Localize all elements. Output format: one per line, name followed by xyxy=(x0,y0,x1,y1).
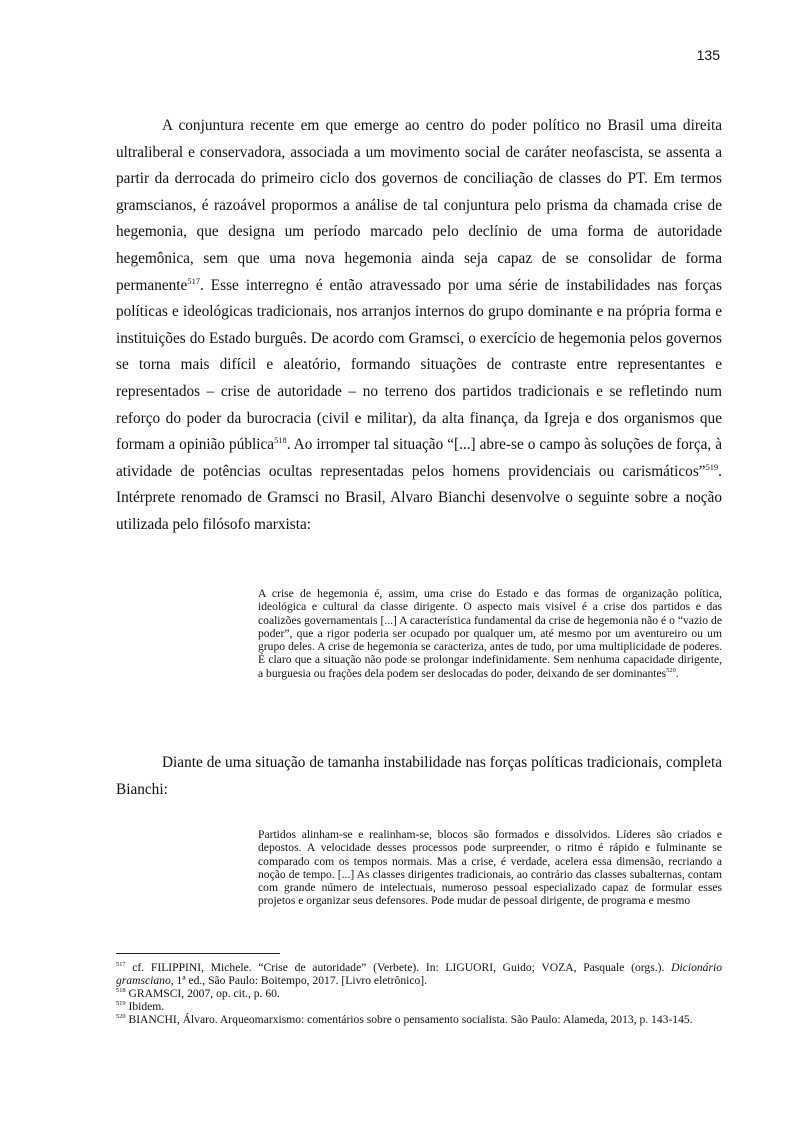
footnote-title: Dicionário gramsciano xyxy=(116,961,722,987)
footnote-number: 520 xyxy=(116,1012,126,1020)
footnote-ref-517[interactable]: 517 xyxy=(187,276,200,286)
footnote-text: BIANCHI, Álvaro. Arqueomarxismo: comentários sobre o pensamento socialista. São Paulo: Alameda, 2013, p. 143-145. xyxy=(125,1012,693,1026)
block-quote-1 xyxy=(258,587,722,680)
footnote-number: 517 xyxy=(116,961,126,969)
paragraph-text: . Esse interregno é então atravessado por uma série de instabilidades nas forças políticas e ideológicas tradicionais, nos arranjos internos do grupo dominante e na própria forma e instituições do Estado burguês. De acordo com Gramsci, o exercício de hegemonia pelos governos se torna mais difícil e aleatório, formando situações de contraste entre representantes e representados – crise de autoridade – no terreno dos partidos tradicionais e se refletindo num reforço do poder da burocracia (civil e militar), da alta finança, da Igreja e dos organismos que formam a opinião pública xyxy=(116,276,722,454)
paragraph-text: A conjuntura recente em que emerge ao centro do poder político no Brasil uma direita ultraliberal e conservadora, associada a um movimento social de caráter neofascista, se assenta a partir da derrocada do primeiro ciclo dos governos de conciliação de classes do PT. Em termos gramscianos, é razoável propormos a análise de tal conjuntura pelo prisma da chamada crise de hegemonia, que designa um período marcado pelo declínio de uma forma de autoridade hegemônica, sem que uma nova hegemonia ainda seja capaz de se consolidar de forma permanente xyxy=(116,117,722,294)
footnote-518 xyxy=(116,988,722,1001)
footnote-number: 519 xyxy=(116,999,126,1007)
block-quote-2 xyxy=(258,828,722,946)
paragraph-text: . Intérprete renomado de Gramsci no Brasil, Alvaro Bianchi desenvolve o seguinte sobre a noção utilizada pelo filósofo marxista: xyxy=(116,462,722,533)
quote-text: Partidos alinham-se e realinham-se, blocos são formados e dissolvidos. Líderes são criados e depostos. A velocidade desses processos pode surpreender, o ritmo é rápido e fulminante se comparado com os tempos normais. Mas a crise, é verdade, acelera essa dimensão, recriando a noção de tempo. [...] As classes dirigentes tradicionais, ao contrário das classes subalternas, contam com grande número de intelectuais, numeroso pessoal especializado capaz de formular esses projetos e organizar seus defensores. Pode mudar de pessoal dirigente, de programa e mesmo xyxy=(258,828,722,908)
paragraph-text: Diante de uma situação de tamanha instabilidade nas forças políticas tradicionais, completa Bianchi: xyxy=(116,754,722,798)
footnote-text: cf. FILIPPINI, Michele. “Crise de autoridade” (Verbete). In: LIGUORI, Guido; VOZA, Pasquale (orgs.). xyxy=(125,961,672,974)
footnotes xyxy=(116,962,722,1027)
body-paragraph-2 xyxy=(116,750,722,803)
paragraph-text: . Ao irromper tal situação “[...] abre-se o campo às soluções de força, à atividade de potências ocultas representadas pelos homens providenciais ou carismáticos” xyxy=(116,436,722,480)
body-paragraph-1 xyxy=(116,113,722,539)
footnote-520 xyxy=(116,1014,722,1027)
footnote-ref-520[interactable]: 520 xyxy=(666,666,676,674)
page-number: 135 xyxy=(696,47,720,63)
footnote-517 xyxy=(116,962,722,988)
footnote-ref-519[interactable]: 519 xyxy=(705,462,719,472)
footnote-text: Ibidem. xyxy=(125,999,165,1013)
footnote-ref-518[interactable]: 518 xyxy=(274,436,287,446)
footnote-number: 518 xyxy=(116,986,126,994)
footnote-separator xyxy=(116,953,280,954)
quote-end: . xyxy=(675,666,679,680)
footnote-text: , 1ª ed., São Paulo: Boitempo, 2017. [Livro eletrônico]. xyxy=(170,973,428,987)
quote-text: A crise de hegemonia é, assim, uma crise do Estado e das formas de organização política, ideológica e cultural da classe dirigente. O aspecto mais visível é a crise dos partidos e das coalizões governamentais [...] A característica fundamental da crise de hegemonia não é o “vazio de poder”, que a rigor poderia ser ocupado por qualquer um, até mesmo por um aventureiro ou um grupo deles. A crise de hegemonia se caracteriza, antes de tudo, por uma multiplicidade de poderes. É claro que a situação não pode se prolongar indefinidamente. Sem nenhuma capacidade dirigente, a burguesia ou frações dela podem ser deslocadas do poder, deixando de ser dominantes xyxy=(258,587,722,680)
footnote-text: GRAMSCI, 2007, op. cit., p. 60. xyxy=(125,986,280,1000)
